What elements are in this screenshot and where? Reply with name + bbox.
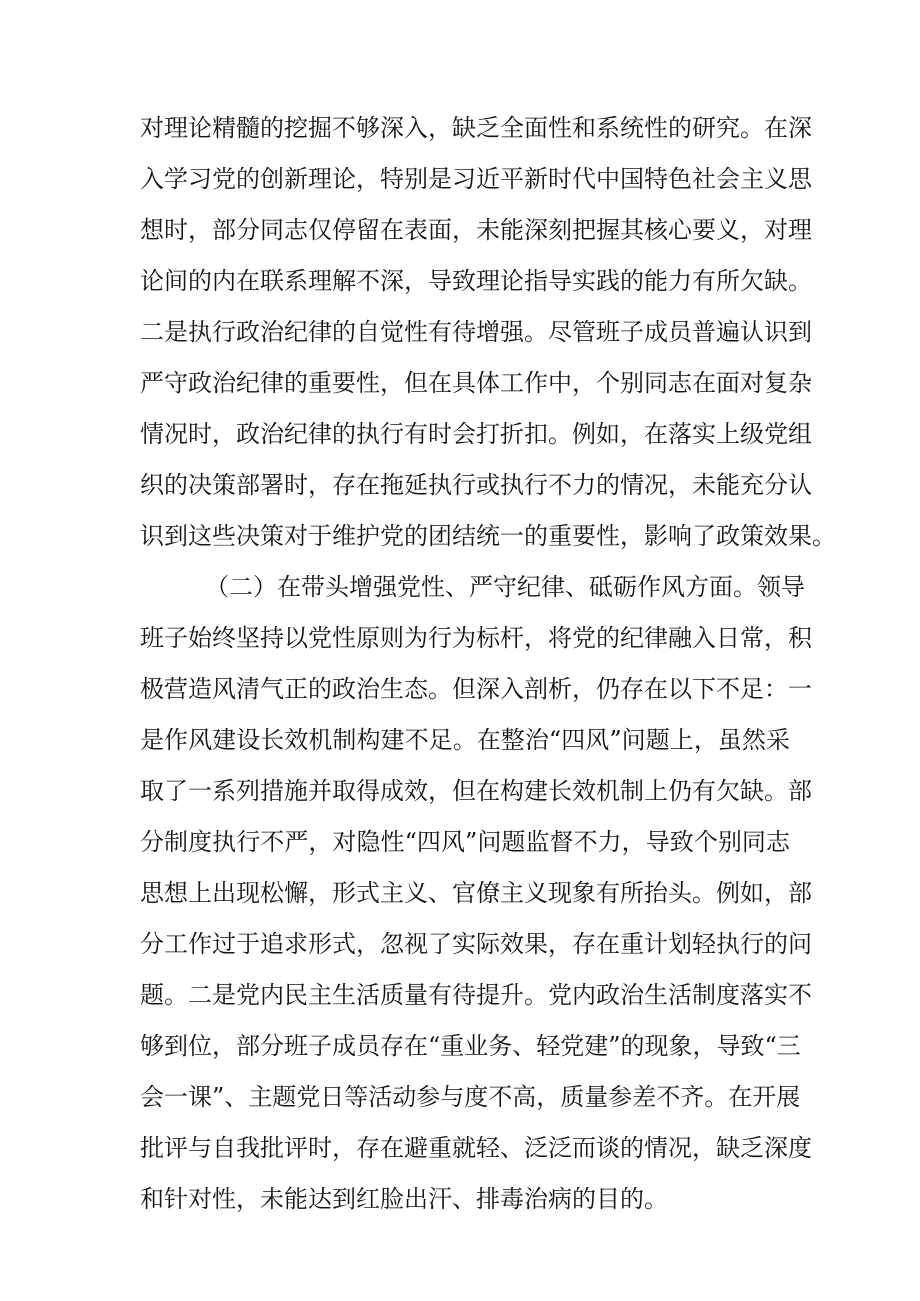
text-line: 取了一系列措施并取得成效，但在构建长效机制上仍有欠缺。部 [140, 777, 812, 805]
text-line: 够到位，部分班子成员存在“重业务、轻党建”的现象，导致“三 [140, 1032, 801, 1060]
text-line: 识到这些决策对于维护党的团结统一的重要性，影响了政策效果。 [140, 522, 836, 550]
text-line: 批评与自我批评时，存在避重就轻、泛泛而谈的情况，缺乏深度 [140, 1134, 812, 1162]
text-line: 是作风建设长效机制构建不足。在整治“四风”问题上，虽然采 [140, 726, 790, 754]
section-heading-line: （二）在带头增强党性、严守纪律、砥砺作风方面。领导 [205, 573, 805, 601]
text-line: 会一课”、主题党日等活动参与度不高，质量参差不齐。在开展 [140, 1083, 801, 1111]
text-line: 想时，部分同志仅停留在表面，未能深刻把握其核心要义，对理 [140, 216, 812, 244]
text-line: 题。二是党内民主生活质量有待提升。党内政治生活制度落实不 [140, 981, 812, 1009]
text-line: 二是执行政治纪律的自觉性有待增强。尽管班子成员普遍认识到 [140, 318, 812, 346]
text-line: 分工作过于追求形式，忽视了实际效果，存在重计划轻执行的问 [140, 930, 812, 958]
text-line: 入学习党的创新理论，特别是习近平新时代中国特色社会主义思 [140, 165, 812, 193]
text-line: 严守政治纪律的重要性，但在具体工作中，个别同志在面对复杂 [140, 369, 812, 397]
text-line: 分制度执行不严，对隐性“四风”问题监督不力，导致个别同志 [140, 828, 790, 856]
text-line: 情况时，政治纪律的执行有时会打折扣。例如，在落实上级党组 [140, 420, 812, 448]
text-line: 对理论精髓的挖掘不够深入，缺乏全面性和系统性的研究。在深 [140, 114, 812, 142]
text-line: 思想上出现松懈，形式主义、官僚主义现象有所抬头。例如，部 [140, 879, 812, 907]
text-line: 和针对性，未能达到红脸出汗、排毒治病的目的。 [140, 1185, 668, 1213]
text-line: 论间的内在联系理解不深，导致理论指导实践的能力有所欠缺。 [140, 267, 812, 295]
text-line: 班子始终坚持以党性原则为行为标杆，将党的纪律融入日常，积 [140, 624, 812, 652]
text-line: 极营造风清气正的政治生态。但深入剖析，仍存在以下不足：一 [140, 675, 812, 703]
text-line: 织的决策部署时，存在拖延执行或执行不力的情况，未能充分认 [140, 471, 812, 499]
